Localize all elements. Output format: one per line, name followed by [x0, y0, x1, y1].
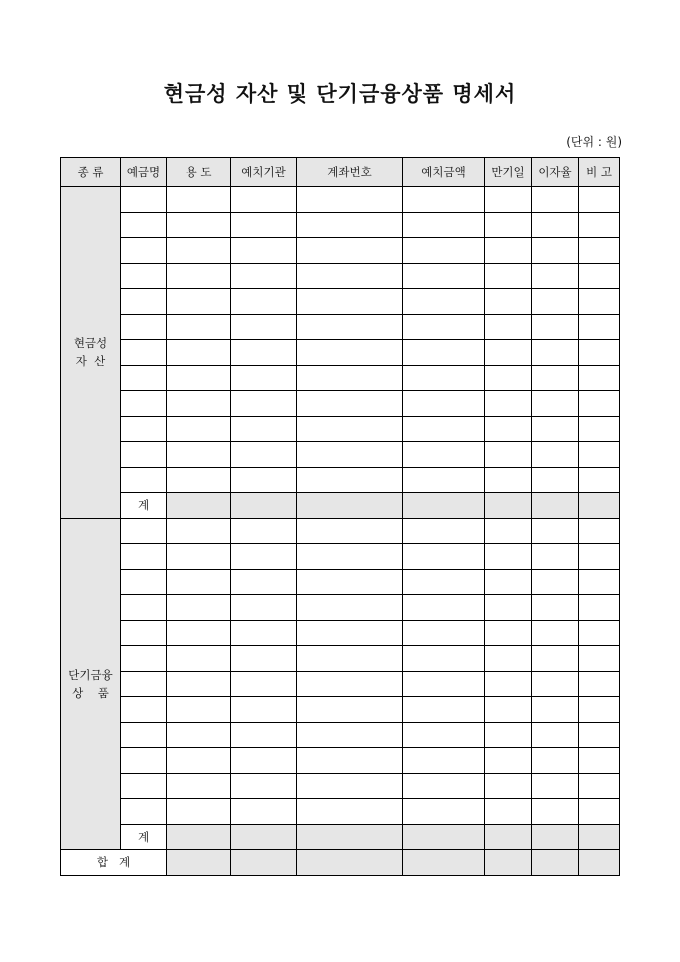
input-cell[interactable] [297, 748, 403, 774]
input-cell[interactable] [532, 773, 579, 799]
table-row [61, 467, 620, 493]
input-cell[interactable] [167, 314, 231, 340]
input-cell[interactable] [532, 544, 579, 570]
input-cell[interactable] [167, 518, 231, 544]
table-row [61, 238, 620, 264]
input-cell[interactable] [485, 671, 532, 697]
table-row [61, 646, 620, 672]
input-cell[interactable] [167, 365, 231, 391]
total-row [61, 850, 620, 876]
table-row [61, 416, 620, 442]
input-cell[interactable] [532, 238, 579, 264]
input-cell[interactable] [297, 518, 403, 544]
input-cell[interactable] [231, 671, 297, 697]
input-cell[interactable] [532, 391, 579, 417]
table-row [61, 442, 620, 468]
input-cell[interactable] [297, 340, 403, 366]
subtotal-row [61, 493, 620, 519]
category-label-line1: 현금성 [73, 336, 108, 351]
input-cell[interactable] [167, 722, 231, 748]
total-label: 합 계 [61, 850, 167, 876]
subtotal-cell[interactable] [403, 493, 485, 519]
input-cell[interactable] [532, 671, 579, 697]
input-cell[interactable] [297, 365, 403, 391]
input-cell[interactable] [231, 544, 297, 570]
input-cell[interactable] [485, 391, 532, 417]
statement-table [60, 157, 620, 876]
input-cell[interactable] [231, 212, 297, 238]
input-cell[interactable] [121, 799, 167, 825]
input-cell[interactable] [121, 671, 167, 697]
input-cell[interactable] [532, 799, 579, 825]
input-cell[interactable] [532, 646, 579, 672]
input-cell[interactable] [121, 314, 167, 340]
input-cell[interactable] [231, 595, 297, 621]
input-cell[interactable] [403, 212, 485, 238]
input-cell[interactable] [121, 187, 167, 213]
subtotal-cell[interactable] [167, 824, 231, 850]
input-cell[interactable] [231, 620, 297, 646]
subtotal-label: 계 [121, 493, 167, 519]
total-cell[interactable] [167, 850, 231, 876]
input-cell[interactable] [403, 365, 485, 391]
input-cell[interactable] [403, 697, 485, 723]
input-cell[interactable] [121, 212, 167, 238]
total-cell[interactable] [532, 850, 579, 876]
input-cell[interactable] [485, 212, 532, 238]
header-deposit-name: 예금명 [121, 158, 167, 187]
subtotal-cell[interactable] [579, 493, 620, 519]
subtotal-cell[interactable] [231, 493, 297, 519]
input-cell[interactable] [231, 697, 297, 723]
input-cell[interactable] [579, 544, 620, 570]
input-cell[interactable] [532, 263, 579, 289]
header-interest-rate: 이자율 [532, 158, 579, 187]
total-cell[interactable] [297, 850, 403, 876]
input-cell[interactable] [579, 365, 620, 391]
subtotal-cell[interactable] [403, 824, 485, 850]
input-cell[interactable] [297, 773, 403, 799]
input-cell[interactable] [121, 569, 167, 595]
table-row [61, 212, 620, 238]
input-cell[interactable] [485, 365, 532, 391]
input-cell[interactable] [579, 595, 620, 621]
input-cell[interactable] [403, 544, 485, 570]
input-cell[interactable] [121, 697, 167, 723]
input-cell[interactable] [579, 391, 620, 417]
header-maturity: 만기일 [485, 158, 532, 187]
table-row [61, 671, 620, 697]
document-title: 현금성 자산 및 단기금융상품 명세서 [163, 81, 517, 106]
table-row [61, 314, 620, 340]
input-cell[interactable] [297, 569, 403, 595]
header-remarks: 비 고 [579, 158, 620, 187]
input-cell[interactable] [579, 518, 620, 544]
input-cell[interactable] [403, 595, 485, 621]
category-label-line2: 상 품 [72, 685, 109, 700]
input-cell[interactable] [231, 187, 297, 213]
input-cell[interactable] [403, 467, 485, 493]
header-category: 종 류 [61, 158, 121, 187]
input-cell[interactable] [485, 467, 532, 493]
total-cell[interactable] [231, 850, 297, 876]
input-cell[interactable] [532, 340, 579, 366]
table-row [61, 773, 620, 799]
input-cell[interactable] [579, 671, 620, 697]
input-cell[interactable] [231, 518, 297, 544]
input-cell[interactable] [297, 671, 403, 697]
input-cell[interactable] [167, 442, 231, 468]
input-cell[interactable] [121, 595, 167, 621]
input-cell[interactable] [485, 187, 532, 213]
input-cell[interactable] [579, 748, 620, 774]
input-cell[interactable] [485, 340, 532, 366]
input-cell[interactable] [121, 722, 167, 748]
input-cell[interactable] [485, 799, 532, 825]
table-row [61, 569, 620, 595]
input-cell[interactable] [532, 212, 579, 238]
input-cell[interactable] [579, 416, 620, 442]
input-cell[interactable] [297, 238, 403, 264]
input-cell[interactable] [579, 697, 620, 723]
total-cell[interactable] [403, 850, 485, 876]
input-cell[interactable] [167, 569, 231, 595]
table-row [61, 187, 620, 213]
subtotal-label: 계 [121, 824, 167, 850]
input-cell[interactable] [121, 442, 167, 468]
input-cell[interactable] [167, 544, 231, 570]
input-cell[interactable] [403, 671, 485, 697]
input-cell[interactable] [403, 391, 485, 417]
input-cell[interactable] [403, 722, 485, 748]
input-cell[interactable] [532, 416, 579, 442]
input-cell[interactable] [579, 722, 620, 748]
input-cell[interactable] [403, 569, 485, 595]
input-cell[interactable] [121, 467, 167, 493]
input-cell[interactable] [532, 289, 579, 315]
input-cell[interactable] [231, 340, 297, 366]
input-cell[interactable] [579, 773, 620, 799]
input-cell[interactable] [167, 697, 231, 723]
input-cell[interactable] [403, 442, 485, 468]
input-cell[interactable] [485, 748, 532, 774]
input-cell[interactable] [231, 748, 297, 774]
table-row [61, 620, 620, 646]
subtotal-cell[interactable] [297, 493, 403, 519]
input-cell[interactable] [485, 722, 532, 748]
input-cell[interactable] [231, 569, 297, 595]
input-cell[interactable] [403, 799, 485, 825]
input-cell[interactable] [532, 722, 579, 748]
input-cell[interactable] [485, 697, 532, 723]
input-cell[interactable] [297, 799, 403, 825]
subtotal-cell[interactable] [485, 824, 532, 850]
input-cell[interactable] [167, 289, 231, 315]
input-cell[interactable] [532, 467, 579, 493]
table-row [61, 748, 620, 774]
input-cell[interactable] [403, 238, 485, 264]
input-cell[interactable] [121, 518, 167, 544]
input-cell[interactable] [297, 544, 403, 570]
table-row [61, 544, 620, 570]
input-cell[interactable] [231, 773, 297, 799]
input-cell[interactable] [403, 620, 485, 646]
table-row [61, 365, 620, 391]
input-cell[interactable] [121, 238, 167, 264]
unit-note: (단위 : 원) [566, 135, 622, 149]
input-cell[interactable] [231, 365, 297, 391]
header-institution: 예치기관 [231, 158, 297, 187]
input-cell[interactable] [297, 212, 403, 238]
input-cell[interactable] [485, 314, 532, 340]
input-cell[interactable] [231, 722, 297, 748]
input-cell[interactable] [403, 187, 485, 213]
input-cell[interactable] [167, 263, 231, 289]
total-cell[interactable] [579, 850, 620, 876]
input-cell[interactable] [532, 187, 579, 213]
input-cell[interactable] [167, 238, 231, 264]
input-cell[interactable] [167, 416, 231, 442]
input-cell[interactable] [403, 416, 485, 442]
total-cell[interactable] [485, 850, 532, 876]
input-cell[interactable] [485, 595, 532, 621]
input-cell[interactable] [167, 799, 231, 825]
input-cell[interactable] [485, 646, 532, 672]
input-cell[interactable] [485, 238, 532, 264]
header-purpose: 용 도 [167, 158, 231, 187]
input-cell[interactable] [167, 467, 231, 493]
input-cell[interactable] [297, 442, 403, 468]
input-cell[interactable] [485, 569, 532, 595]
input-cell[interactable] [121, 646, 167, 672]
input-cell[interactable] [297, 314, 403, 340]
input-cell[interactable] [403, 646, 485, 672]
input-cell[interactable] [297, 263, 403, 289]
header-amount: 예치금액 [403, 158, 485, 187]
table-row [61, 263, 620, 289]
input-cell[interactable] [297, 646, 403, 672]
subtotal-row [61, 824, 620, 850]
input-cell[interactable] [297, 289, 403, 315]
subtotal-cell[interactable] [297, 824, 403, 850]
subtotal-cell[interactable] [231, 824, 297, 850]
table-row [61, 518, 620, 544]
input-cell[interactable] [403, 289, 485, 315]
input-cell[interactable] [231, 391, 297, 417]
input-cell[interactable] [297, 722, 403, 748]
input-cell[interactable] [121, 263, 167, 289]
input-cell[interactable] [532, 314, 579, 340]
input-cell[interactable] [121, 365, 167, 391]
input-cell[interactable] [485, 289, 532, 315]
input-cell[interactable] [121, 773, 167, 799]
input-cell[interactable] [297, 595, 403, 621]
input-cell[interactable] [231, 646, 297, 672]
input-cell[interactable] [167, 773, 231, 799]
table-row [61, 697, 620, 723]
input-cell[interactable] [297, 620, 403, 646]
input-cell[interactable] [579, 263, 620, 289]
subtotal-cell[interactable] [167, 493, 231, 519]
input-cell[interactable] [579, 289, 620, 315]
input-cell[interactable] [403, 340, 485, 366]
input-cell[interactable] [121, 289, 167, 315]
input-cell[interactable] [579, 340, 620, 366]
subtotal-cell[interactable] [532, 824, 579, 850]
input-cell[interactable] [532, 748, 579, 774]
input-cell[interactable] [579, 314, 620, 340]
input-cell[interactable] [485, 416, 532, 442]
input-cell[interactable] [403, 748, 485, 774]
category-label-line1: 단기금융 [68, 667, 113, 682]
input-cell[interactable] [231, 314, 297, 340]
input-cell[interactable] [231, 416, 297, 442]
input-cell[interactable] [297, 187, 403, 213]
input-cell[interactable] [231, 289, 297, 315]
input-cell[interactable] [297, 697, 403, 723]
input-cell[interactable] [579, 238, 620, 264]
input-cell[interactable] [403, 518, 485, 544]
input-cell[interactable] [167, 595, 231, 621]
category-label-1 [61, 518, 121, 850]
header-account-number: 계좌번호 [297, 158, 403, 187]
input-cell[interactable] [167, 646, 231, 672]
input-cell[interactable] [403, 314, 485, 340]
input-cell[interactable] [121, 416, 167, 442]
input-cell[interactable] [121, 340, 167, 366]
input-cell[interactable] [532, 518, 579, 544]
input-cell[interactable] [167, 340, 231, 366]
input-cell[interactable] [167, 748, 231, 774]
input-cell[interactable] [579, 442, 620, 468]
input-cell[interactable] [579, 187, 620, 213]
input-cell[interactable] [532, 620, 579, 646]
input-cell[interactable] [403, 263, 485, 289]
input-cell[interactable] [231, 263, 297, 289]
table-row [61, 595, 620, 621]
input-cell[interactable] [485, 773, 532, 799]
input-cell[interactable] [231, 799, 297, 825]
input-cell[interactable] [579, 467, 620, 493]
input-cell[interactable] [167, 391, 231, 417]
subtotal-cell[interactable] [485, 493, 532, 519]
input-cell[interactable] [579, 569, 620, 595]
input-cell[interactable] [485, 263, 532, 289]
table-row [61, 391, 620, 417]
input-cell[interactable] [121, 544, 167, 570]
subtotal-cell[interactable] [579, 824, 620, 850]
input-cell[interactable] [167, 187, 231, 213]
table-row [61, 799, 620, 825]
input-cell[interactable] [121, 391, 167, 417]
input-cell[interactable] [231, 442, 297, 468]
input-cell[interactable] [532, 569, 579, 595]
table-row [61, 340, 620, 366]
input-cell[interactable] [167, 212, 231, 238]
table-row [61, 722, 620, 748]
input-cell[interactable] [403, 773, 485, 799]
input-cell[interactable] [167, 620, 231, 646]
header-row [61, 158, 620, 187]
input-cell[interactable] [121, 620, 167, 646]
input-cell[interactable] [231, 467, 297, 493]
input-cell[interactable] [532, 365, 579, 391]
input-cell[interactable] [485, 518, 532, 544]
input-cell[interactable] [485, 620, 532, 646]
input-cell[interactable] [579, 620, 620, 646]
input-cell[interactable] [579, 646, 620, 672]
input-cell[interactable] [485, 544, 532, 570]
input-cell[interactable] [167, 671, 231, 697]
input-cell[interactable] [579, 799, 620, 825]
input-cell[interactable] [532, 595, 579, 621]
input-cell[interactable] [532, 442, 579, 468]
input-cell[interactable] [121, 748, 167, 774]
input-cell[interactable] [579, 212, 620, 238]
input-cell[interactable] [297, 391, 403, 417]
table-row [61, 289, 620, 315]
input-cell[interactable] [532, 697, 579, 723]
category-label-0 [61, 187, 121, 519]
input-cell[interactable] [231, 238, 297, 264]
input-cell[interactable] [297, 467, 403, 493]
input-cell[interactable] [485, 442, 532, 468]
category-label-line2: 자 산 [75, 354, 106, 369]
subtotal-cell[interactable] [532, 493, 579, 519]
input-cell[interactable] [297, 416, 403, 442]
